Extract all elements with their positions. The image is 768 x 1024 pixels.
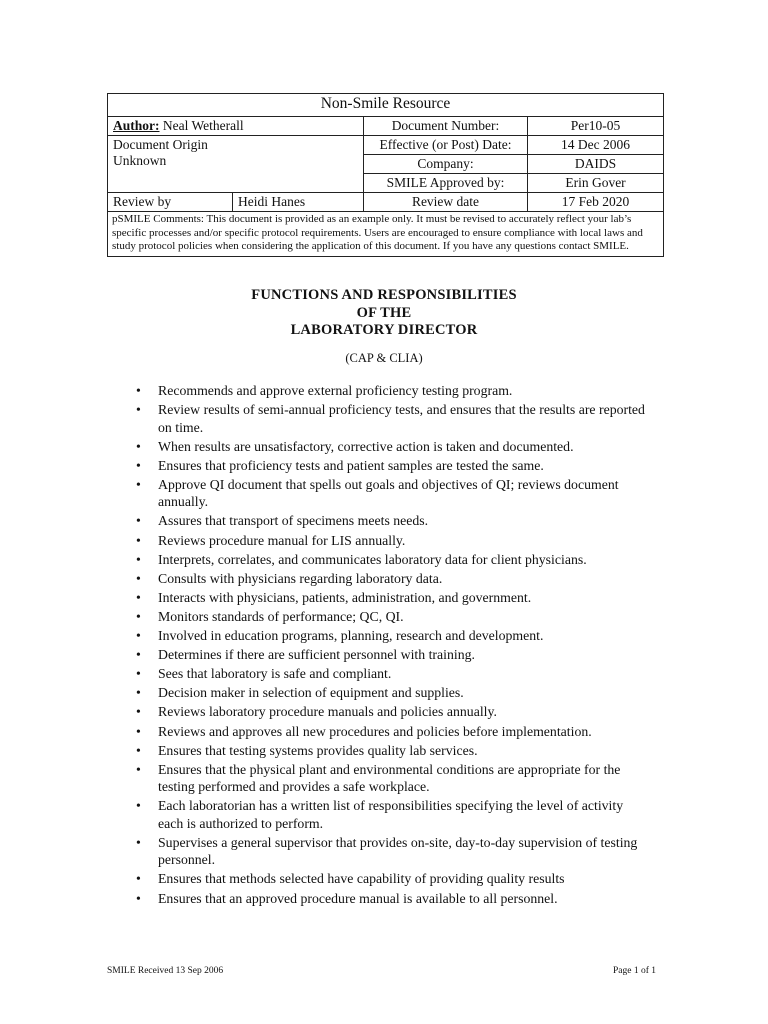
bullet-icon: • — [136, 383, 141, 398]
list-item-text: Reviews laboratory procedure manuals and policies annually. — [158, 704, 497, 720]
list-item-text: Recommends and approve external proficiency testing program. — [158, 383, 513, 398]
list-item-text: Involved in education programs, planning, research and development. — [158, 628, 544, 644]
bullet-icon: • — [136, 551, 141, 567]
review-by-label: Review by — [108, 193, 233, 212]
review-date-label: Review date — [364, 193, 528, 212]
document-origin-line1: Document Origin — [113, 137, 208, 152]
list-item — [130, 512, 650, 530]
effective-date-label: Effective (or Post) Date: — [364, 136, 528, 155]
list-item-text: Supervises a general supervisor that provides on-site, day-to-day supervision of testing personnel. — [158, 834, 638, 868]
list-item — [130, 401, 650, 436]
list-item-text: Ensures that methods selected have capability of providing quality results — [158, 871, 565, 887]
list-item-text: Review results of semi-annual proficiency tests, and ensures that the results are reported on time. — [158, 402, 645, 435]
list-item — [130, 761, 650, 796]
list-item — [130, 532, 650, 550]
list-item — [130, 570, 650, 588]
list-item-text: Interprets, correlates, and communicates laboratory data for client physicians. — [158, 551, 587, 567]
list-item — [130, 742, 650, 760]
review-date-value: 17 Feb 2020 — [528, 193, 664, 212]
list-item-text: Sees that laboratory is safe and compliant. — [158, 666, 392, 682]
review-by-value: Heidi Hanes — [233, 193, 364, 212]
list-item — [130, 890, 650, 908]
approved-by-value: Erin Gover — [528, 174, 664, 193]
list-item-text: Assures that transport of specimens meets needs. — [158, 513, 429, 529]
psmile-comments: pSMILE Comments: This document is provided as an example only. It must be revised to accurately reflect your lab’s specific processes and/or specific protocol requirements. Users are encouraged to ensure compliance with local laws and study protocol policies when considering the application of this document. If you have any questions contact SMILE. — [108, 212, 664, 257]
heading-subtitle: (CAP & CLIA) — [345, 351, 423, 365]
company-value: DAIDS — [528, 155, 664, 174]
doc-number-value: Per10-05 — [528, 117, 664, 136]
bullet-icon: • — [136, 532, 141, 548]
list-item — [130, 797, 650, 832]
list-item-text: Approve QI document that spells out goals and objectives of QI; reviews document annually. — [158, 476, 619, 510]
document-origin-line2: Unknown — [113, 153, 167, 168]
list-item-text: Ensures that the physical plant and environmental conditions are appropriate for the testing performed and provides a safe workplace. — [158, 761, 621, 795]
list-item — [130, 457, 650, 475]
company-label: Company: — [364, 155, 528, 174]
bullet-icon: • — [136, 570, 141, 586]
list-item-text: When results are unsatisfactory, corrective action is taken and documented. — [158, 438, 574, 454]
list-item-text: Monitors standards of performance; QC, QI. — [158, 608, 404, 624]
bullet-icon: • — [136, 476, 141, 492]
list-item — [130, 703, 650, 721]
list-item — [130, 589, 650, 607]
bullet-icon: • — [136, 704, 141, 720]
bullet-icon: • — [136, 438, 141, 454]
bullet-icon: • — [136, 647, 141, 663]
list-item — [130, 476, 650, 511]
effective-date-value: 14 Dec 2006 — [528, 136, 664, 155]
author-cell — [108, 117, 364, 136]
bullet-icon: • — [136, 666, 141, 682]
bullet-icon: • — [136, 402, 141, 418]
list-item — [130, 665, 650, 683]
bullet-icon: • — [136, 457, 141, 473]
list-item-text: Ensures that proficiency tests and patient samples are tested the same. — [158, 457, 544, 473]
bullet-icon: • — [136, 685, 141, 701]
bullet-icon: • — [136, 798, 141, 814]
resource-title: Non-Smile Resource — [108, 94, 664, 117]
bullet-icon: • — [136, 761, 141, 777]
footer-received: SMILE Received 13 Sep 2006 — [107, 966, 224, 976]
list-item — [130, 438, 650, 456]
document-origin-cell — [108, 136, 364, 193]
list-item — [130, 627, 650, 645]
approved-by-label: SMILE Approved by: — [364, 174, 528, 193]
responsibilities-list — [130, 382, 650, 909]
heading-line-2: OF THE — [356, 304, 412, 321]
list-item-text: Reviews procedure manual for LIS annually. — [158, 532, 406, 548]
list-item — [130, 382, 650, 400]
heading-line-3: LABORATORY DIRECTOR — [290, 322, 478, 338]
list-item — [130, 684, 650, 702]
list-item-text: Each laboratorian has a written list of responsibilities specifying the level of activity each is authorized to perform. — [158, 798, 624, 831]
bullet-icon: • — [136, 589, 141, 605]
list-item-text: Ensures that an approved procedure manual is available to all personnel. — [158, 890, 558, 906]
list-item — [130, 834, 650, 869]
list-item-text: Decision maker in selection of equipment and supplies. — [158, 685, 464, 701]
list-item-text: Determines if there are sufficient personnel with training. — [158, 647, 475, 663]
list-item — [130, 646, 650, 664]
author-label: Author: — [113, 118, 160, 133]
list-item — [130, 723, 650, 741]
list-item-text: Reviews and approves all new procedures and policies before implementation. — [158, 723, 592, 739]
list-item-text: Consults with physicians regarding laboratory data. — [158, 570, 443, 586]
bullet-icon: • — [136, 513, 141, 529]
list-item — [130, 870, 650, 888]
bullet-icon: • — [136, 834, 141, 850]
bullet-icon: • — [136, 723, 141, 739]
list-item — [130, 608, 650, 626]
bullet-icon: • — [136, 871, 141, 887]
bullet-icon: • — [136, 890, 141, 906]
footer-page-number: Page 1 of 1 — [612, 966, 656, 976]
doc-number-label: Document Number: — [364, 117, 528, 136]
bullet-icon: • — [136, 628, 141, 644]
header-table — [107, 93, 664, 257]
heading-line-1: FUNCTIONS AND RESPONSIBILITIES — [251, 287, 517, 303]
bullet-icon: • — [136, 608, 141, 624]
list-item-text: Ensures that testing systems provides quality lab services. — [158, 742, 478, 758]
author-name: Neal Wetherall — [162, 118, 244, 133]
list-item — [130, 551, 650, 569]
bullet-icon: • — [136, 742, 141, 758]
list-item-text: Interacts with physicians, patients, administration, and government. — [158, 589, 532, 605]
